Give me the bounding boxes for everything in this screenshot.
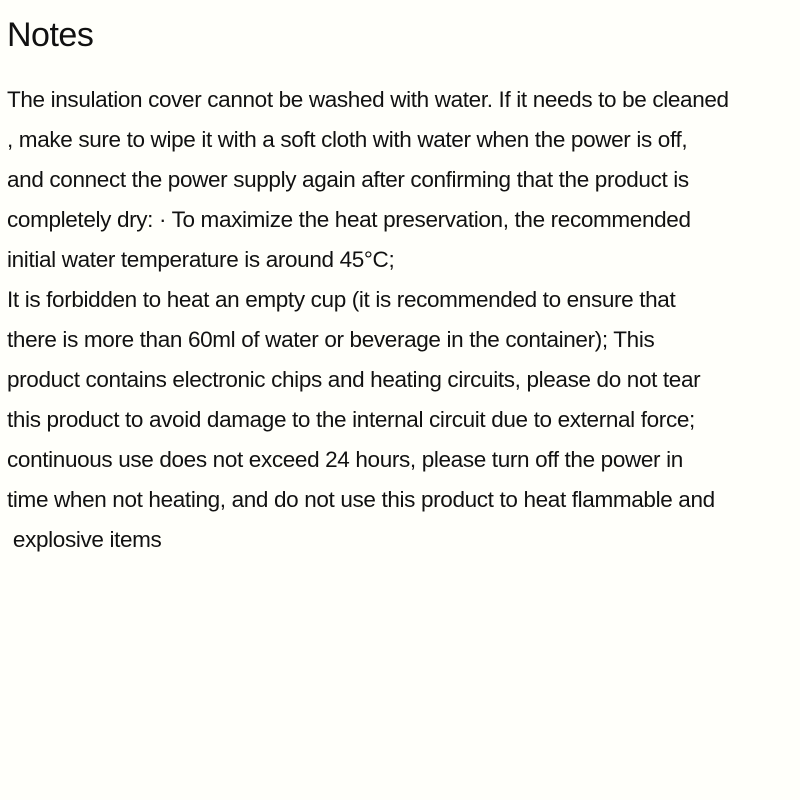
notes-line: completely dry: · To maximize the heat preservation, the recommended [7,207,691,232]
notes-line: It is forbidden to heat an empty cup (it is recommended to ensure that [7,287,676,312]
notes-line: explosive items [7,527,162,552]
notes-line: product contains electronic chips and heating circuits, please do not tear [7,367,701,392]
notes-line: time when not heating, and do not use this product to heat flammable and [7,487,715,512]
notes-line: and connect the power supply again after confirming that the product is [7,167,689,192]
notes-line: this product to avoid damage to the internal circuit due to external force; [7,407,695,432]
notes-line: there is more than 60ml of water or beverage in the container); This [7,327,655,352]
page-title: Notes [7,16,94,54]
notes-line: initial water temperature is around 45°C; [7,247,395,272]
notes-line: The insulation cover cannot be washed with water. If it needs to be cleaned [7,87,729,112]
notes-line: continuous use does not exceed 24 hours, please turn off the power in [7,447,683,472]
notes-line: , make sure to wipe it with a soft cloth with water when the power is off, [7,127,688,152]
notes-body [7,80,800,560]
